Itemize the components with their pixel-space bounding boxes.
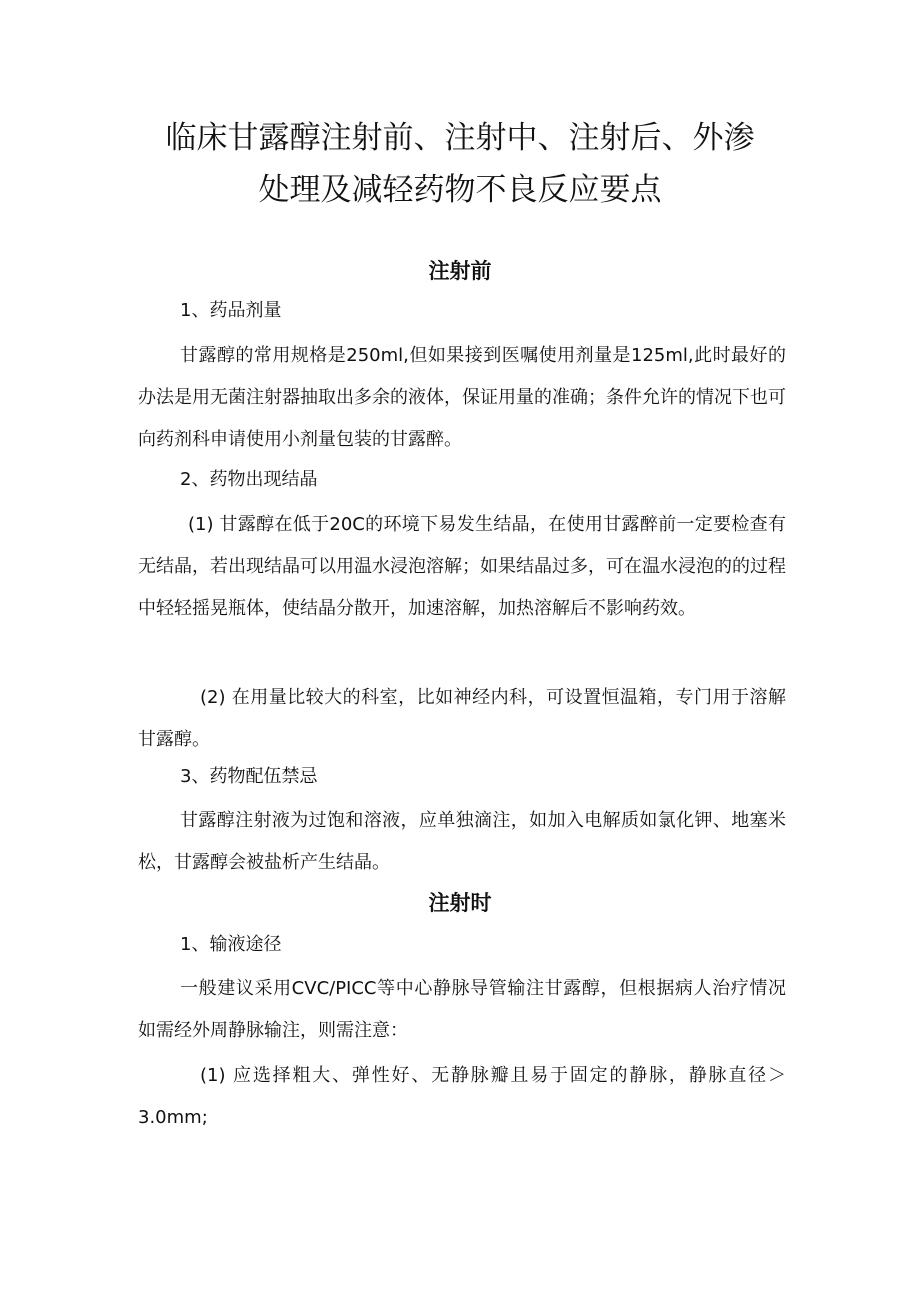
paragraph-infusion-route: 一般建议采用CVC/PICC等中心静脉导管输注甘露醇，但根据病人治疗情况如需经外周静脉输注，则需注意： bbox=[138, 978, 786, 1041]
item-heading-crystallization: 2、药物出现结晶 bbox=[180, 469, 318, 490]
paragraph-incompatibility: 甘露醇注射液为过饱和溶液，应单独滴注，如加入电解质如氯化钾、地塞米松，甘露醇会被盐析产生结晶。 bbox=[138, 810, 786, 873]
title-line-1: 临床甘露醇注射前、注射中、注射后、外渗 bbox=[165, 120, 755, 156]
document-title bbox=[0, 112, 920, 216]
paragraph-crystallization-2: (2) 在用量比较大的科室，比如神经内科，可设置恒温箱，专门用于溶解甘露醇。 bbox=[138, 687, 786, 750]
section-heading-before-injection: 注射前 bbox=[428, 259, 492, 283]
title-line-2: 处理及减轻药物不良反应要点 bbox=[258, 172, 662, 208]
section-heading-during-injection: 注射时 bbox=[428, 891, 492, 915]
item-heading-infusion-route: 1、输液途径 bbox=[180, 934, 282, 955]
paragraph-crystallization-1: (1) 甘露醇在低于20C的环境下易发生结晶，在使用甘露醉前一定要检查有无结晶，若出现结晶可以用温水浸泡溶解；如果结晶过多，可在温水浸泡的的过程中轻轻摇晃瓶体，使结晶分散开，加速溶解，加热溶解后不影响药效。 bbox=[138, 514, 786, 619]
paragraph-vein-selection: (1) 应选择粗大、弹性好、无静脉瓣且易于固定的静脉，静脉直径＞3.0mm; bbox=[138, 1065, 786, 1128]
item-heading-dosage: 1、药品剂量 bbox=[180, 300, 282, 321]
paragraph-dosage: 甘露醇的常用规格是250ml,但如果接到医嘱使用剂量是125ml,此时最好的办法是用无菌注射器抽取出多余的液体，保证用量的准确；条件允许的情况下也可向药剂科申请使用小剂量包装的甘露醉。 bbox=[138, 345, 786, 450]
item-heading-incompatibility: 3、药物配伍禁忌 bbox=[180, 766, 318, 787]
